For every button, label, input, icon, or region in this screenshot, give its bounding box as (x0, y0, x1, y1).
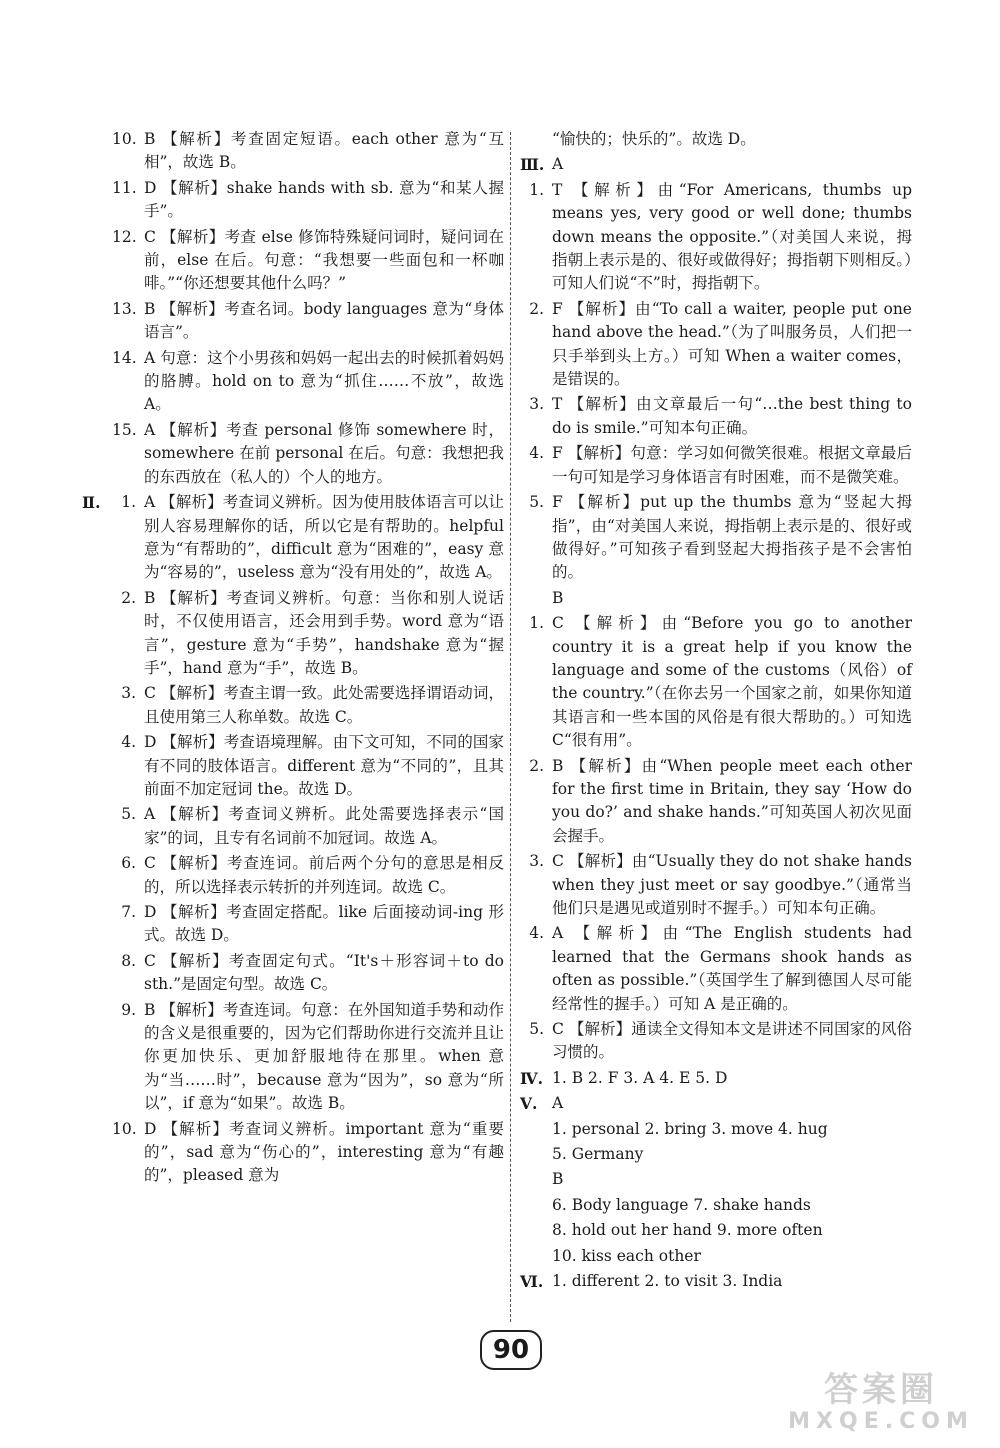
section-text: 1. different 2. to visit 3. India (552, 1272, 783, 1291)
item-number: 3. (529, 395, 544, 414)
answer-item (520, 393, 912, 440)
item-number: 7. (121, 903, 136, 921)
item-number: 1. (529, 614, 544, 633)
answer-item (520, 612, 912, 752)
item-number: 14. (112, 348, 137, 367)
answer-item (112, 128, 504, 175)
answer-item (520, 850, 912, 920)
item-number: 4. (529, 444, 544, 463)
item-text: B 【解析】考查固定短语。each other 意为“互相”，故选 B。 (144, 130, 504, 172)
item-text: A 【解析】考查词义辨析。此处需要选择表示“国家”的词，且专有名词前不加冠词。故选 A。 (144, 805, 504, 847)
item-number: 1. (121, 493, 136, 512)
section-numeral: Ⅳ. (520, 1068, 543, 1088)
answer-item (112, 901, 504, 948)
section-numeral: Ⅲ. (520, 155, 545, 175)
section-heading (520, 153, 912, 176)
item-number: 13. (112, 299, 137, 318)
item-text: C 【解析】考查固定句式。“It's＋形容词＋to do sth.”是固定句型。故选 C。 (144, 951, 504, 994)
item-number: 6. (121, 854, 136, 873)
answer-line: B (552, 588, 564, 607)
item-text: D 【解析】考查固定搭配。like 后面接动词-ing 形式。故选 D。 (144, 903, 504, 945)
item-number: 2. (529, 299, 544, 318)
item-text: F 【解析】由“To call a waiter, people put one hand above the head.”（为了叫服务员，人们把一只手举到头上方。）可知 When a waiter comes，是错误的。 (552, 299, 912, 389)
answer-item (112, 419, 504, 489)
watermark-top: 答案圈 (824, 1370, 938, 1410)
answer-item (112, 999, 504, 1116)
answer-line: B (552, 1170, 564, 1189)
item-text: C 【解析】考查连词。前后两个分句的意思是相反的，所以选择表示转折的并列连词。故选 C。 (144, 854, 504, 896)
watermark-bottom: MXQE.COM (788, 1409, 974, 1434)
right-column (520, 128, 912, 1296)
section-heading (520, 1270, 912, 1293)
item-text: A 【解析】由“The English students had learned that the Germans shook hands as often as possible.”（英国学生了解到德国人尽可能经常性的握手。）可知 A 是正确的。 (552, 924, 912, 1013)
item-text: F 【解析】put up the thumbs 意为“竖起大拇指”，由“对美国人来说，拇指朝上表示是的、很好或做得好。”可知孩子看到竖起大拇指孩子是不会害怕的。 (552, 493, 912, 582)
answer-item (112, 226, 504, 296)
answer-line: 8. hold out her hand 9. more often (552, 1221, 823, 1240)
answer-item (112, 950, 504, 997)
answer-line: 10. kiss each other (552, 1246, 701, 1265)
answer-item (112, 682, 504, 729)
left-column (82, 128, 504, 1190)
answer-item (520, 1018, 912, 1065)
answer-item (520, 298, 912, 392)
answer-item (112, 852, 504, 899)
section-numeral: Ⅱ. (82, 493, 101, 513)
item-number: 5. (529, 493, 544, 512)
section-heading (520, 1092, 912, 1115)
section-text: A (552, 155, 564, 174)
answer-line: 5. Germany (552, 1145, 644, 1164)
item-text: C 【解析】由“Before you go to another country it is a great help if you know the language and some of the customs（风俗）of the country.”（在你去另一个国家之前，如果你知道其语言和一些本国的风俗是有很大帮助的。）可知选 C“很有用”。 (552, 614, 912, 750)
item-text: F 【解析】句意：学习如何微笑很难。根据文章最后一句可知是学习身体语言有时困难，而不是微笑难。 (552, 444, 912, 486)
item-text: C 【解析】通读全文得知本文是讲述不同国家的风俗习惯的。 (552, 1020, 912, 1062)
item-number: 9. (121, 1000, 136, 1019)
item-text: A 句意：这个小男孩和妈妈一起出去的时候抓着妈妈的胳膊。hold on to 意为“抓住……不放”，故选 A。 (144, 348, 504, 414)
item-number: 5. (121, 805, 136, 824)
item-number: 5. (529, 1020, 544, 1039)
item-text: T 【解析】由“For Americans, thumbs up means yes, very good or well done; thumbs down means the opposite.”（对美国人来说，拇指朝上表示是的、很好或做得好；拇指朝下则相反。）可知人们说“不”时，拇指朝下。 (552, 180, 912, 293)
section-text: 1. B 2. F 3. A 4. E 5. D (552, 1068, 728, 1087)
column-divider (510, 132, 511, 1322)
section-first-item (82, 491, 504, 585)
section-text: A (552, 1094, 564, 1113)
item-text: A 【解析】考查词义辨析。因为使用肢体语言可以让别人容易理解你的话，所以它是有帮助的。helpful 意为“有帮助的”，difficult 意为“困难的”，easy 意为“容易的”，useless 意为“没有用处的”，故选 A。 (144, 493, 504, 582)
answer-item (520, 491, 912, 585)
item-number: 4. (121, 733, 136, 752)
continued-text: “愉快的；快乐的”。故选 D。 (552, 130, 756, 148)
section-numeral: Ⅵ. (520, 1272, 544, 1292)
answer-item (520, 755, 912, 849)
answer-item (112, 803, 504, 850)
item-text: D 【解析】考查语境理解。由下文可知，不同的国家有不同的肢体语言。different 意为“不同的”，且其前面不加定冠词 the。故选 D。 (144, 733, 504, 798)
item-number: 8. (121, 951, 136, 970)
answer-item (112, 587, 504, 681)
answer-line: 1. personal 2. bring 3. move 4. hug (552, 1119, 828, 1138)
section-numeral: Ⅴ. (520, 1094, 538, 1114)
answer-item (112, 731, 504, 801)
item-number: 12. (112, 227, 137, 246)
item-text: D 【解析】考查词义辨析。important 意为“重要的”，sad 意为“伤心的”，interesting 意为“有趣的”，pleased 意为 (144, 1119, 504, 1185)
answer-item (112, 298, 504, 345)
answer-item (112, 347, 504, 417)
item-text: D 【解析】shake hands with sb. 意为“和某人握手”。 (144, 178, 504, 221)
item-number: 1. (529, 180, 544, 199)
item-text: C 【解析】由“Usually they do not shake hands when they just meet or say goodbye.”（通常当他们只是遇见或道别时不握手。）可知本句正确。 (552, 852, 912, 917)
answer-item (112, 1118, 504, 1188)
item-text: B 【解析】考查词义辨析。句意：当你和别人说话时，不仅使用语言，还会用到手势。word 意为“语言”，gesture 意为“手势”，handshake 意为“握手”，hand 意为“手”，故选 B。 (144, 588, 504, 677)
answer-item (520, 179, 912, 296)
item-text: B 【解析】考查名词。body languages 意为“身体语言”。 (144, 299, 504, 342)
answer-item (112, 177, 504, 224)
item-text: C 【解析】考查主谓一致。此处需要选择谓语动词，且使用第三人称单数。故选 C。 (144, 684, 504, 726)
answer-item (520, 922, 912, 1016)
item-text: C 【解析】考查 else 修饰特殊疑问词时，疑问词在前，else 在后。句意：“我想要一些面包和一杯咖啡。”“你还想要其他什么吗？” (144, 227, 504, 293)
item-text: A 【解析】考查 personal 修饰 somewhere 时，somewhere 在前 personal 在后。句意：我想把我的东西放在（私人的）个人的地方。 (144, 420, 504, 486)
item-number: 3. (529, 852, 544, 871)
item-text: T 【解析】由文章最后一句“…the best thing to do is smile.”可知本句正确。 (552, 395, 912, 437)
section-heading (520, 1067, 912, 1090)
item-number: 2. (529, 756, 544, 775)
answer-line: 6. Body language 7. shake hands (552, 1195, 811, 1214)
watermark-logo (776, 1370, 986, 1440)
item-number: 3. (121, 684, 136, 703)
item-number: 2. (121, 588, 136, 607)
item-number: 4. (529, 924, 544, 943)
item-number: 10. (112, 130, 137, 148)
item-text: B 【解析】由“When people meet each other for the first time in Britain, they say ‘How do you do?’ and shake hands.”可知英国人初次见面会握手。 (552, 756, 912, 845)
item-number: 11. (112, 178, 137, 197)
answer-item (520, 442, 912, 489)
item-number: 15. (112, 420, 137, 439)
item-number: 10. (112, 1119, 137, 1138)
page-number: 90 (480, 1330, 542, 1370)
item-text: B 【解析】考查连词。句意：在外国知道手势和动作的含义是很重要的，因为它们帮助你进行交流并且让你更加快乐、更加舒服地待在那里。when 意为“当……时”，because 意为“因为”，so 意为“所以”，if 意为“如果”。故选 B。 (144, 1000, 504, 1113)
